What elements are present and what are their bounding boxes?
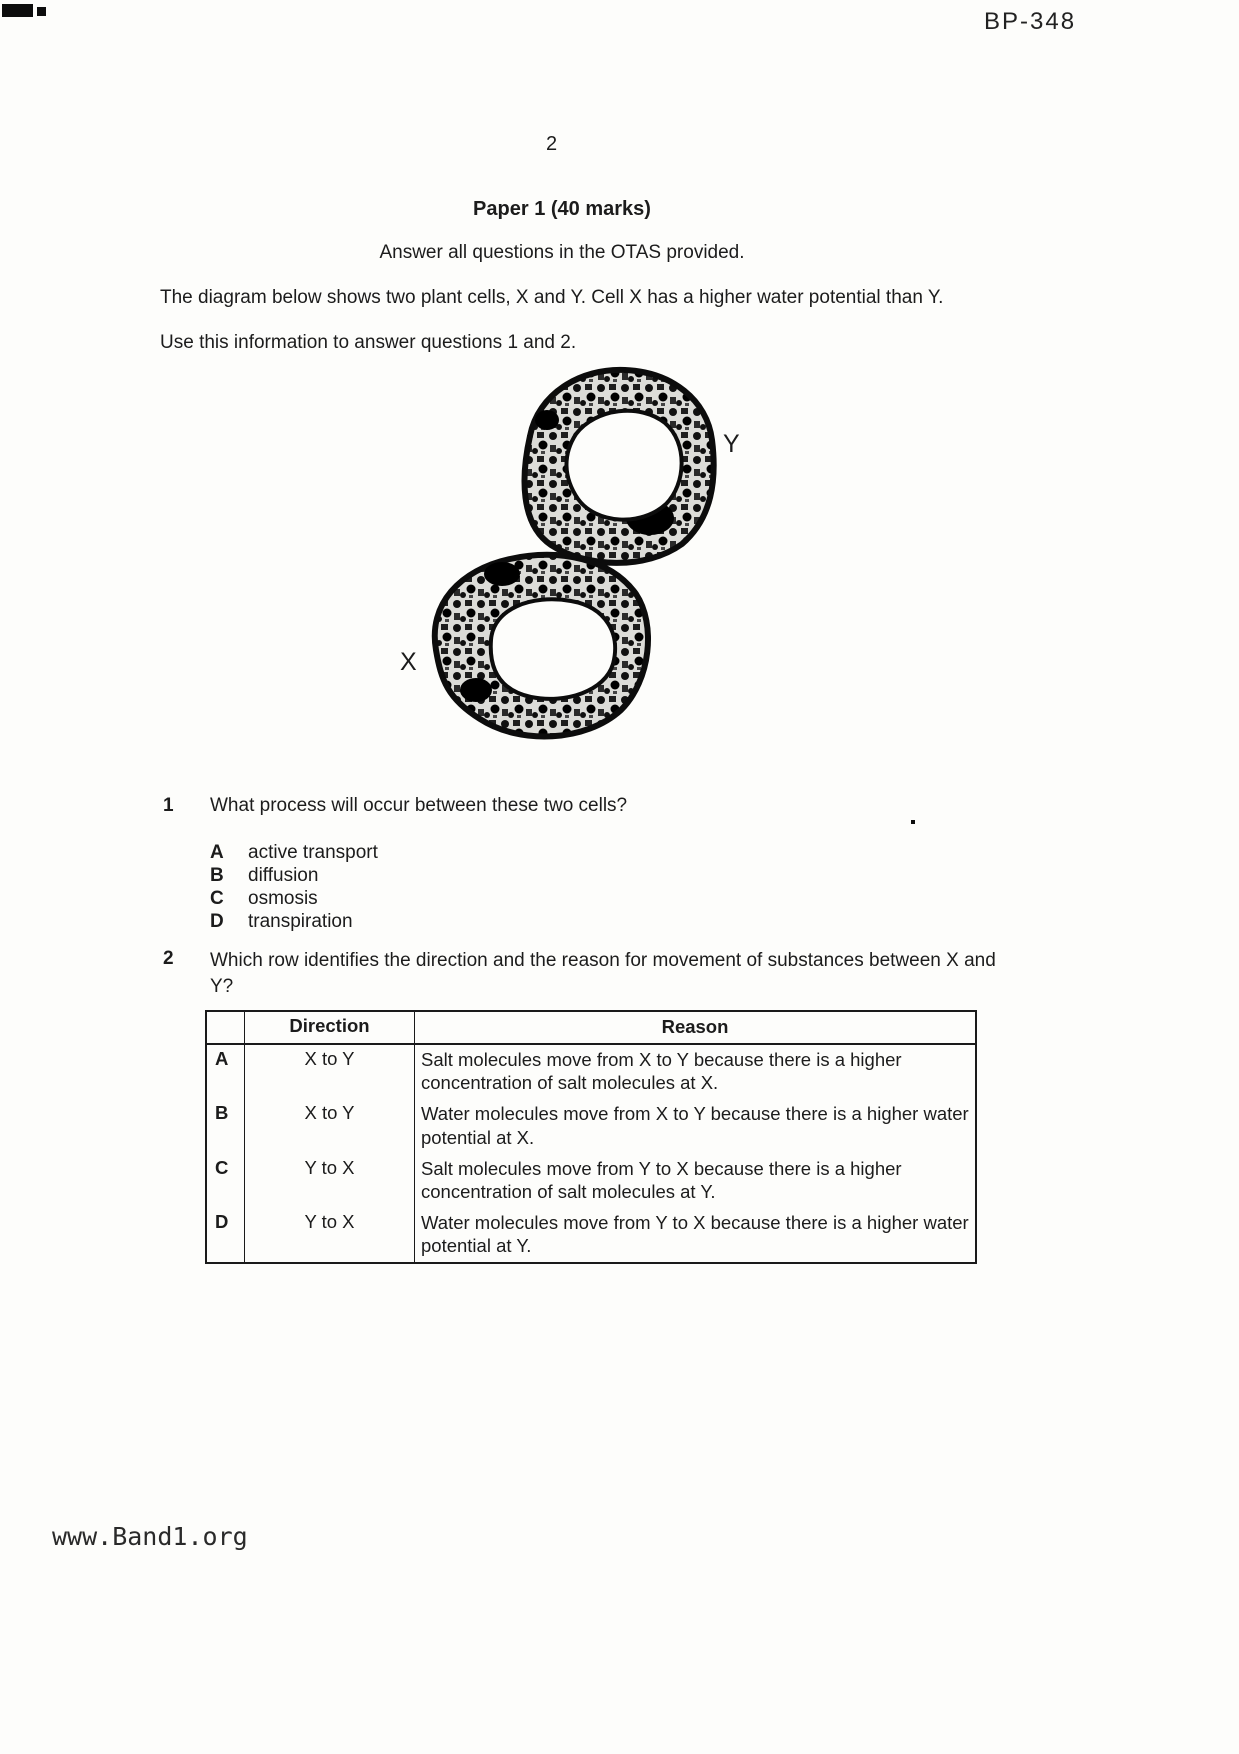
question-2-text: Which row identifies the direction and the reason for movement of substances between X and Y? (210, 950, 996, 997)
header-reason: Reason (661, 1016, 729, 1037)
row-reason: Salt molecules move from X to Y because there is a higher concentration of salt molecules at X. (421, 1049, 902, 1094)
option-b-letter: B (210, 865, 224, 886)
option-d-text: transpiration (248, 911, 353, 932)
row-reason: Water molecules move from Y to X because there is a higher water potential at Y. (421, 1211, 969, 1256)
row-direction: Y to X (245, 1208, 415, 1262)
question-2-number: 2 (163, 948, 174, 969)
table-row (207, 1208, 975, 1262)
header-direction: Direction (245, 1012, 415, 1043)
option-a-text: active transport (248, 842, 378, 863)
table-header-row (207, 1012, 975, 1045)
row-direction: X to Y (245, 1099, 415, 1153)
question-1-number: 1 (163, 795, 174, 816)
row-reason: Salt molecules move from Y to X because there is a higher concentration of salt molecules at Y. (421, 1157, 902, 1202)
option-a-letter: A (210, 842, 224, 863)
cell-x (435, 555, 648, 737)
option-d-letter: D (210, 911, 224, 932)
row-reason: Water molecules move from X to Y because there is a higher water potential at X. (421, 1103, 969, 1148)
cell-x-label: X (400, 648, 417, 676)
intro-line-1: The diagram below shows two plant cells, X and Y. Cell X has a higher water potential than Y. (160, 287, 944, 308)
scan-artifact-speck (911, 820, 915, 824)
option-c-text: osmosis (248, 888, 318, 909)
scan-artifact-dot (37, 7, 46, 16)
question-1-text: What process will occur between these two cells? (210, 795, 628, 816)
option-b-text: diffusion (248, 865, 319, 886)
table-row (207, 1099, 975, 1153)
row-letter: B (207, 1099, 245, 1153)
intro-line-2: Use this information to answer questions 1 and 2. (160, 332, 577, 353)
table-row (207, 1154, 975, 1208)
header-letter (207, 1012, 245, 1043)
answer-table (205, 1010, 977, 1264)
cell-y (525, 370, 714, 563)
cell-y-label: Y (723, 430, 740, 458)
row-direction: Y to X (245, 1154, 415, 1208)
paper-instruction: Answer all questions in the OTAS provided. (379, 242, 745, 263)
row-letter: C (207, 1154, 245, 1208)
table-row (207, 1045, 975, 1099)
option-c-letter: C (210, 888, 224, 909)
footer-watermark: www.Band1.org (52, 1522, 248, 1551)
document-code: BP-348 (984, 8, 1077, 35)
scan-artifact-bar (2, 4, 33, 17)
plant-cell-diagram (380, 358, 810, 778)
row-letter: D (207, 1208, 245, 1262)
page-number: 2 (546, 133, 558, 155)
row-direction: X to Y (245, 1045, 415, 1099)
paper-title: Paper 1 (40 marks) (473, 198, 651, 220)
row-letter: A (207, 1045, 245, 1099)
